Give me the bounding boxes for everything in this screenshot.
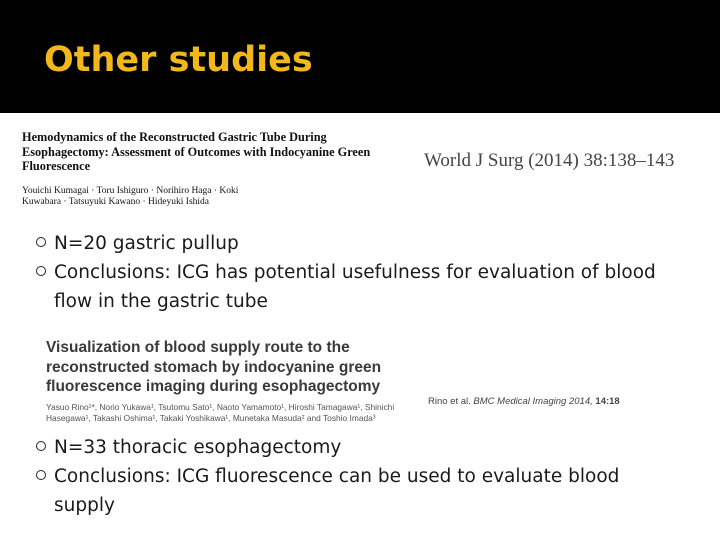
study2-citation-journal: BMC Medical Imaging 2014, [473,396,593,407]
study2-authors: Yasuo Rino¹*, Norio Yukawa¹, Tsutomu Sato¹, Naoto Yamamoto¹, Hiroshi Tamagawa¹, Shinichi Hasegawa¹, Takashi Oshima¹, Takaki Yoshikawa¹, Munetaka Masuda² and Toshio Imada³ [46,402,395,423]
list-item [36,462,676,520]
slide-header [0,0,720,113]
bullet-text: Conclusions: ICG fluorescence can be used to evaluate blood supply [54,466,620,516]
study2-bullet-list [36,433,676,520]
bullet-text: N=20 gastric pullup [54,233,239,254]
study2-paper-title: Visualization of blood supply route to the reconstructed stomach by indocyanine green fluorescence imaging during esophagectomy [46,339,382,395]
study1-paper-title: Hemodynamics of the Reconstructed Gastric Tube During Esophagectomy: Assessment of Outcomes with Indocyanine Green Fluorescence [22,130,371,173]
bullet-text: N=33 thoracic esophagectomy [54,437,342,458]
list-item [36,258,676,316]
study2-citation-volume: 14:18 [595,396,620,407]
study1-authors: Youichi Kumagai · Toru Ishiguro · Norihiro Haga · Koki Kuwabara · Tatsuyuki Kawano · Hideyuki Ishida [22,186,239,207]
bullet-icon [36,470,46,480]
bullet-icon [36,266,46,276]
slide-title: Other studies [44,40,313,80]
list-item [36,433,676,462]
bullet-text: Conclusions: ICG has potential usefulness for evaluation of blood flow in the gastric tube [54,262,656,312]
study2-citation [428,396,620,407]
study1-citation: World J Surg (2014) 38:138–143 [424,150,675,171]
list-item [36,229,676,258]
study1-bullet-list [36,229,676,316]
bullet-icon [36,441,46,451]
study2-citation-author: Rino et al. [428,396,471,407]
bullet-icon [36,237,46,247]
